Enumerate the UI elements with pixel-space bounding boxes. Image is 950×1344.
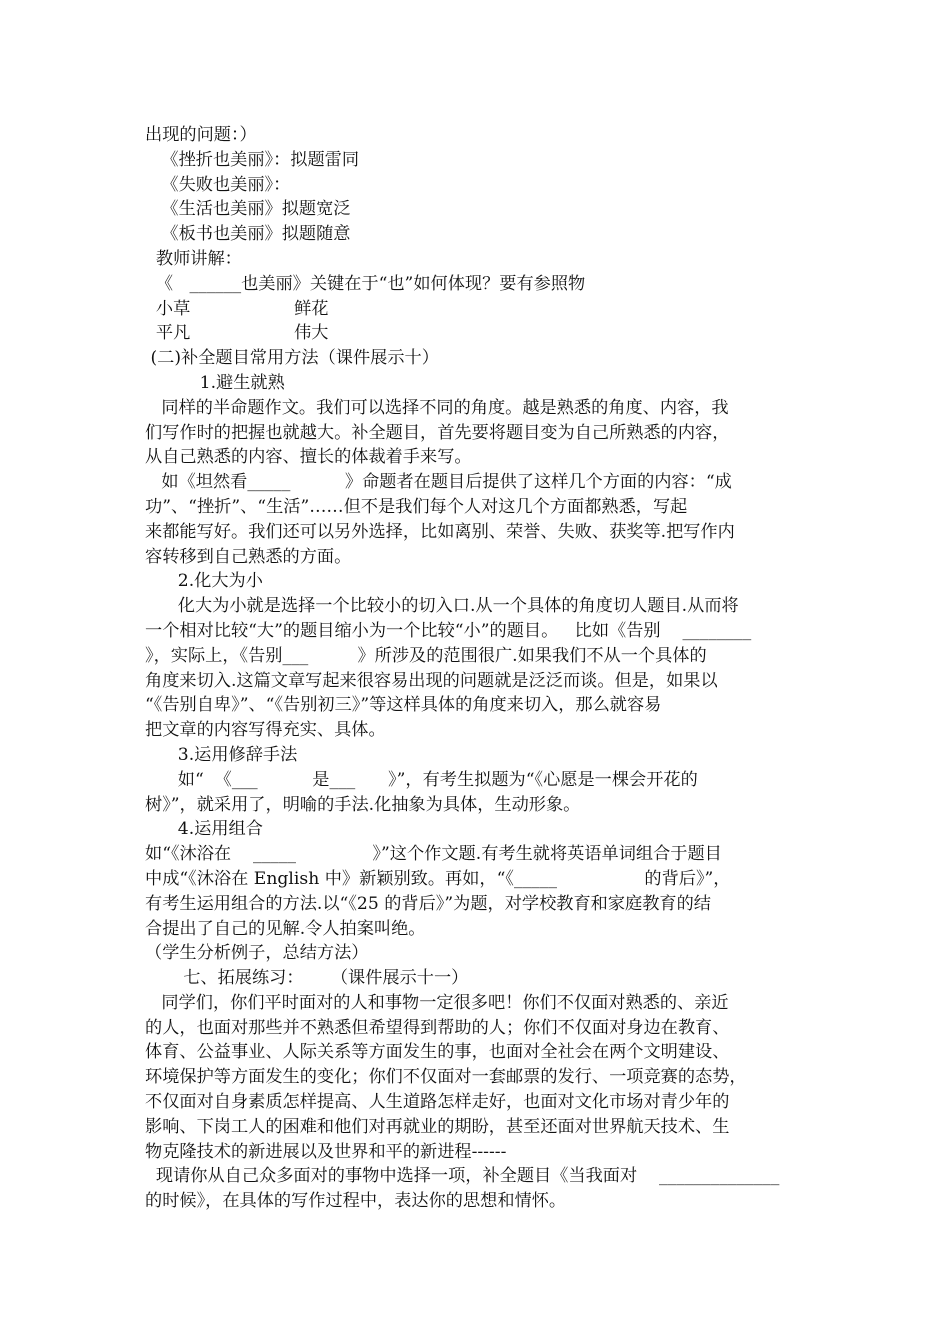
text-line: 》，实际上，《告别___ 》所涉及的范围很广.如果我们不从一个具体的	[145, 645, 707, 666]
text-line: 来都能写好。我们还可以另外选择，比如离别、荣誉、失败、获奖等.把写作内	[145, 521, 735, 542]
text-line: 把文章的内容写得充实、具体。	[145, 720, 386, 741]
text-line: 4.运用组合	[145, 819, 263, 840]
text-line: 化大为小就是选择一个比较小的切入口.从一个具体的角度切人题目.从而将	[145, 596, 739, 617]
text-line: 一个相对比较“大”的题目缩小为一个比较“小”的题目。 比如《告别 ________	[145, 620, 752, 641]
text-line: 功”、“挫折”、“生活”……但不是我们每个人对这几个方面都熟悉，写起	[145, 496, 688, 517]
text-line: 教师讲解：	[145, 248, 242, 269]
text-line: （学生分析例子，总结方法）	[145, 943, 369, 964]
text-line: 树》”，就采用了，明喻的手法.化抽象为具体，生动形象。	[145, 794, 581, 815]
text-line: 有考生运用组合的方法.以“《25 的背后》”为题，对学校教育和家庭教育的结	[145, 893, 711, 914]
text-line: 《板书也美丽》拟题随意	[145, 224, 351, 245]
text-line: 如“《沐浴在 _____ 》”这个作文题.有考生就将英语单词组合于题目	[145, 844, 722, 865]
text-line: 从自己熟悉的内容、擅长的体裁着手来写。	[145, 447, 472, 468]
text-line: 体育、公益事业、人际关系等方面发生的事，也面对全社会在两个文明建设、	[145, 1042, 730, 1063]
text-line: 如“ 《___ 是___ 》”，有考生拟题为“《心愿是一棵会开花的	[145, 769, 698, 790]
text-line: 1.避生就熟	[145, 372, 285, 393]
text-line: 同学们，你们平时面对的人和事物一定很多吧！你们不仅面对熟悉的、亲近	[145, 992, 729, 1013]
text-line: (二)补全题目常用方法（课件展示十）	[145, 348, 439, 369]
text-line: 同样的半命题作文。我们可以选择不同的角度。越是熟悉的角度、内容，我	[145, 397, 729, 418]
text-line: 的时候》，在具体的写作过程中，表达你的思想和情怀。	[145, 1191, 567, 1212]
text-line: 出现的问题：）	[145, 125, 257, 145]
text-line: 影响、下岗工人的困难和他们对再就业的期盼，甚至还面对世界航天技术、生	[145, 1116, 730, 1137]
text-line: 不仅面对自身素质怎样提高、人生道路怎样走好，也面对文化市场对青少年的	[145, 1092, 730, 1113]
text-line: 角度来切入.这篇文章写起来很容易出现的问题就是泛泛而谈。但是，如果以	[145, 670, 718, 691]
text-line: 小草 鲜花	[145, 298, 329, 319]
text-line: 2.化大为小	[145, 571, 263, 592]
text-line: 环境保护等方面发生的变化；你们不仅面对一套邮票的发行、一项竞赛的态势，	[145, 1067, 747, 1088]
text-line: 们写作时的把握也就越大。补全题目，首先要将题目变为自己所熟悉的内容，	[145, 422, 730, 443]
text-line: 七、拓展练习： （课件展示十一）	[145, 968, 469, 989]
text-line: 平凡 伟大	[145, 323, 329, 344]
text-line: 现请你从自己众多面对的事物中选择一项，补全题目《当我面对 ______________	[145, 1166, 780, 1187]
text-line: 物克隆技术的新进展以及世界和平的新进程------	[145, 1141, 507, 1162]
text-line: 《失败也美丽》：	[145, 174, 291, 195]
text-line: “《告别自卑》”、“《告别初三》”等这样具体的角度来切入，那么就容易	[145, 695, 662, 716]
text-line: 中成“《沐浴在 English 中》新颖别致。再如，“《_____ 的背后》”，	[145, 868, 731, 889]
text-line: 如《坦然看_____ 》命题者在题目后提供了这样几个方面的内容：“成	[145, 472, 732, 493]
text-line: 的人，也面对那些并不熟悉但希望得到帮助的人；你们不仅面对身边在教育、	[145, 1017, 730, 1038]
text-line: 《挫折也美丽》：拟题雷同	[145, 149, 360, 170]
text-line: 《生活也美丽》拟题宽泛	[145, 199, 351, 220]
text-line: 合提出了自己的见解.令人拍案叫绝。	[145, 918, 426, 939]
text-line: 3.运用修辞手法	[145, 744, 298, 765]
document-body	[145, 123, 835, 1214]
text-line: 《 ______也美丽》关键在于“也”如何体现？要有参照物	[145, 273, 586, 294]
text-line: 容转移到自己熟悉的方面。	[145, 546, 352, 567]
